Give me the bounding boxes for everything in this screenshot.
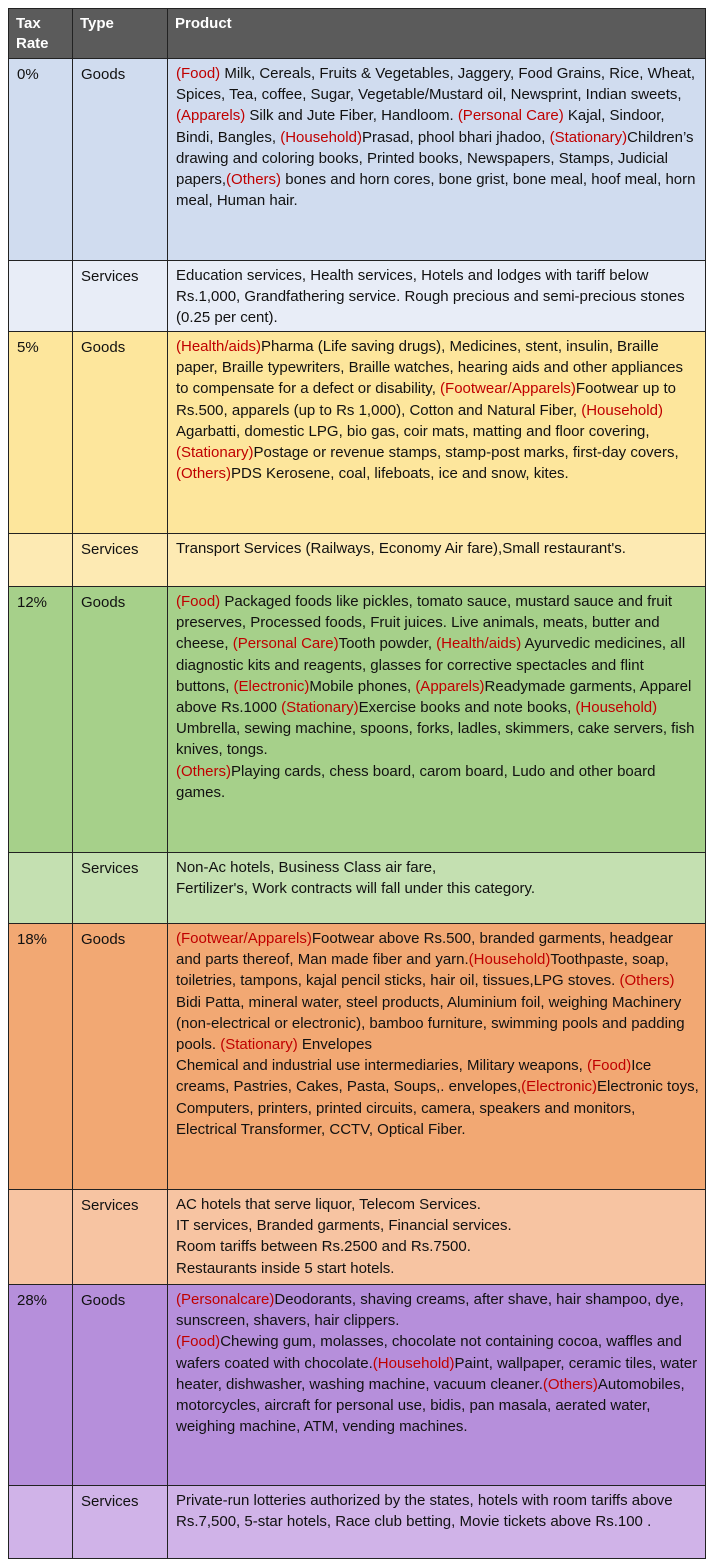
product-list-text: Ayurvedic medicines, all diagnostic kits and reagents, glasses for corrective spectacles and flint buttons, — [176, 635, 686, 695]
type-cell: Services — [73, 534, 168, 587]
product-paragraph — [176, 1236, 699, 1257]
type-cell: Goods — [73, 924, 168, 1190]
category-label: (Personalcare) — [176, 1291, 275, 1308]
product-list-text: Mobile phones, — [309, 677, 416, 695]
product-cell — [168, 59, 706, 261]
category-label: (Stationary) — [281, 699, 359, 717]
category-label: (Health/aids) — [436, 635, 522, 653]
product-paragraph — [176, 63, 699, 211]
tax-rate-cell — [9, 1190, 73, 1285]
category-label: (Others) — [176, 762, 232, 780]
product-list-text: Paint, wallpaper, ceramic tiles, water heater, dishwasher, washing machine, vacuum cleaner. — [176, 1354, 698, 1393]
type-cell: Services — [73, 1190, 168, 1285]
product-list-text: Chemical and industrial use intermediaries, Military weapons, — [176, 1057, 588, 1075]
product-list-text: Prasad, phool bhari jhadoo, — [361, 128, 550, 146]
product-cell — [168, 1190, 706, 1285]
product-list-text: Agarbatti, domestic LPG, bio gas, coir mats, matting and floor covering, — [176, 422, 650, 440]
product-list-text: Education services, Health services, Hotels and lodges with tariff below Rs.1,000, Grandfathering service. Rough precious and semi-precious stones (0.25 per cent). — [176, 267, 685, 327]
product-list-text: Footwear above Rs.500, branded garments, headgear and parts thereof, Man made fiber and yarn. — [176, 930, 673, 969]
table-row — [9, 534, 706, 587]
category-label: (Stationary) — [176, 444, 254, 462]
table-row — [9, 332, 706, 534]
product-list-text: Room tariffs between Rs.2500 and Rs.7500. — [176, 1238, 471, 1256]
product-paragraph — [176, 761, 699, 803]
category-label: (Personal Care) — [457, 107, 564, 125]
product-list-text: AC hotels that serve liquor, Telecom Services. — [176, 1196, 481, 1213]
product-list-text: Exercise books and note books, — [358, 699, 576, 717]
product-cell — [168, 924, 706, 1190]
product-list-text: IT services, Branded garments, Financial services. — [176, 1217, 512, 1235]
category-label: (Household) — [372, 1354, 455, 1372]
gst-rate-table — [8, 8, 706, 1559]
table-row — [9, 1190, 706, 1285]
category-label: (Household) — [468, 951, 551, 969]
tax-rate-cell: 28% — [9, 1285, 73, 1486]
product-paragraph — [176, 1215, 699, 1236]
category-label: (Footwear/Apparels) — [440, 380, 576, 398]
category-label: (Stationary) — [220, 1036, 298, 1054]
product-list-text: Chewing gum, molasses, chocolate not containing cocoa, waffles and wafers coated with chocolate. — [176, 1333, 682, 1372]
tax-rate-cell — [9, 853, 73, 924]
category-label: (Household) — [581, 401, 663, 419]
product-list-text: Silk and Jute Fiber, Handloom. — [245, 107, 458, 125]
product-paragraph — [176, 1098, 699, 1140]
table-row — [9, 1486, 706, 1559]
product-paragraph — [176, 1055, 699, 1097]
product-list-text: bones and horn cores, bone grist, bone meal, hoof meal, horn meal, Human hair. — [176, 171, 696, 210]
product-paragraph — [176, 1258, 699, 1279]
product-cell — [168, 261, 706, 332]
category-label: (Personal Care) — [232, 635, 339, 653]
category-label: (Food) — [176, 65, 221, 82]
product-list-text: Footwear up to Rs.500, apparels (up to Rs 1,000), Cotton and Natural Fiber, — [176, 380, 676, 419]
table-row — [9, 587, 706, 853]
header-type: Type — [73, 9, 168, 59]
category-label: (Health/aids) — [176, 338, 262, 355]
product-paragraph — [176, 265, 699, 329]
product-list-text: Restaurants inside 5 start hotels. — [176, 1259, 395, 1277]
table-row — [9, 924, 706, 1190]
product-cell — [168, 332, 706, 534]
product-cell — [168, 587, 706, 853]
product-list-text: Tooth powder, — [338, 635, 437, 653]
tax-rate-cell: 0% — [9, 59, 73, 261]
product-list-text: Toothpaste, soap, toiletries, tampons, kajal pencil sticks, hair oil, tissues,LPG stoves. — [176, 951, 669, 990]
product-list-text: Postage or revenue stamps, stamp-post marks, first-day covers, — [253, 444, 679, 462]
product-list-text: Non-Ac hotels, Business Class air fare, — [176, 859, 437, 876]
category-label: (Food) — [587, 1057, 632, 1075]
product-paragraph — [176, 591, 699, 761]
product-cell — [168, 853, 706, 924]
category-label: (Household) — [575, 699, 658, 717]
product-paragraph — [176, 538, 699, 559]
type-cell: Services — [73, 1486, 168, 1559]
table-row — [9, 853, 706, 924]
category-label: (Others) — [226, 171, 282, 189]
product-list-text: Milk, Cereals, Fruits & Vegetables, Jaggery, Food Grains, Rice, Wheat, Spices, Tea, coffee, Sugar, Vegetable/Mustard oil, Newsprint, Indian sweets, — [176, 65, 696, 104]
header-tax-rate: Tax Rate — [9, 9, 73, 59]
category-label: (Others) — [542, 1375, 598, 1393]
table-row — [9, 261, 706, 332]
category-label: (Others) — [176, 465, 232, 483]
product-list-text: Pharma (Life saving drugs), Medicines, stent, insulin, Braille paper, Braille typewriters, Braille watches, hearing aids and other appliances to compensate for a defect or disability, — [176, 338, 683, 398]
product-list-text: Automobiles, motorcycles, aircraft for personal use, bidis, pan masala, aerated water, weighing machine, ATM, vending machines. — [176, 1375, 685, 1436]
product-paragraph — [176, 928, 699, 1055]
product-paragraph — [176, 1331, 699, 1437]
category-label: (Apparels) — [415, 677, 485, 695]
category-label: (Others) — [619, 972, 675, 990]
type-cell: Goods — [73, 332, 168, 534]
product-list-text: Readymade garments, Apparel above Rs.1000 — [176, 677, 692, 717]
product-cell — [168, 1285, 706, 1486]
product-paragraph — [176, 1490, 699, 1532]
header-product: Product — [168, 9, 706, 59]
category-label: (Electronic) — [233, 677, 310, 695]
product-list-text: Envelopes — [297, 1036, 372, 1054]
category-label: (Footwear/Apparels) — [176, 930, 312, 947]
product-list-text: Transport Services (Railways, Economy Air fare),Small restaurant's. — [176, 540, 626, 557]
product-list-text: Umbrella, sewing machine, spoons, forks, ladles, skimmers, cake servers, fish knives, tongs. — [176, 720, 695, 759]
product-list-text: Electronic toys, — [597, 1078, 699, 1096]
product-list-text: Deodorants, shaving creams, after shave, hair shampoo, dye, sunscreen, shavers, hair clippers. — [176, 1291, 684, 1330]
type-cell: Goods — [73, 587, 168, 853]
header-row — [9, 9, 706, 59]
product-list-text: Packaged foods like pickles, tomato sauce, mustard sauce and fruit preserves, Processed foods, Fruit juices. Live animals, meats, butter and cheese, — [176, 593, 673, 653]
product-list-text: Ice creams, Pastries, Cakes, Pasta, Soups,. envelopes, — [176, 1057, 652, 1096]
tax-rate-cell — [9, 534, 73, 587]
product-cell — [168, 534, 706, 587]
product-list-text: Private-run lotteries authorized by the states, hotels with room tariffs above Rs.7,500, 5-star hotels, Race club betting, Movie tickets above Rs.100 . — [176, 1492, 673, 1531]
category-label: (Food) — [176, 1333, 221, 1351]
table-body — [9, 59, 706, 1559]
product-list-text: Bidi Patta, mineral water, steel products, Aluminium foil, weighing Machinery (non-electrical or electronic), bamboo furniture, swimming pools and padding pools. — [176, 993, 685, 1054]
category-label: (Household) — [280, 128, 362, 146]
type-cell: Services — [73, 261, 168, 332]
tax-rate-cell — [9, 1486, 73, 1559]
category-label: (Stationary) — [549, 128, 628, 146]
tax-rate-cell: 12% — [9, 587, 73, 853]
product-paragraph — [176, 1289, 699, 1331]
table-row — [9, 59, 706, 261]
product-list-text: PDS Kerosene, coal, lifeboats, ice and snow, kites. — [231, 465, 569, 483]
tax-rate-cell — [9, 261, 73, 332]
type-cell: Goods — [73, 1285, 168, 1486]
product-list-text: Fertilizer's, Work contracts will fall under this category. — [176, 880, 536, 898]
category-label: (Electronic) — [521, 1078, 598, 1096]
product-list-text: Children’s drawing and coloring books, Printed books, Newspapers, Stamps, Judicial papers, — [176, 128, 694, 189]
product-paragraph — [176, 857, 699, 878]
product-list-text: Computers, printers, printed circuits, camera, speakers and monitors, Electrical Transformer, CCTV, Optical Fiber. — [176, 1099, 636, 1138]
tax-rate-cell: 5% — [9, 332, 73, 534]
product-list-text: Kajal, Sindoor, Bindi, Bangles, — [176, 107, 665, 146]
product-paragraph — [176, 1194, 699, 1215]
category-label: (Apparels) — [176, 107, 246, 125]
table-row — [9, 1285, 706, 1486]
product-cell — [168, 1486, 706, 1559]
type-cell: Goods — [73, 59, 168, 261]
product-paragraph — [176, 878, 699, 899]
tax-rate-cell: 18% — [9, 924, 73, 1190]
category-label: (Food) — [176, 593, 221, 610]
product-list-text: Playing cards, chess board, carom board, Ludo and other board games. — [176, 762, 656, 801]
product-paragraph — [176, 336, 699, 484]
type-cell: Services — [73, 853, 168, 924]
